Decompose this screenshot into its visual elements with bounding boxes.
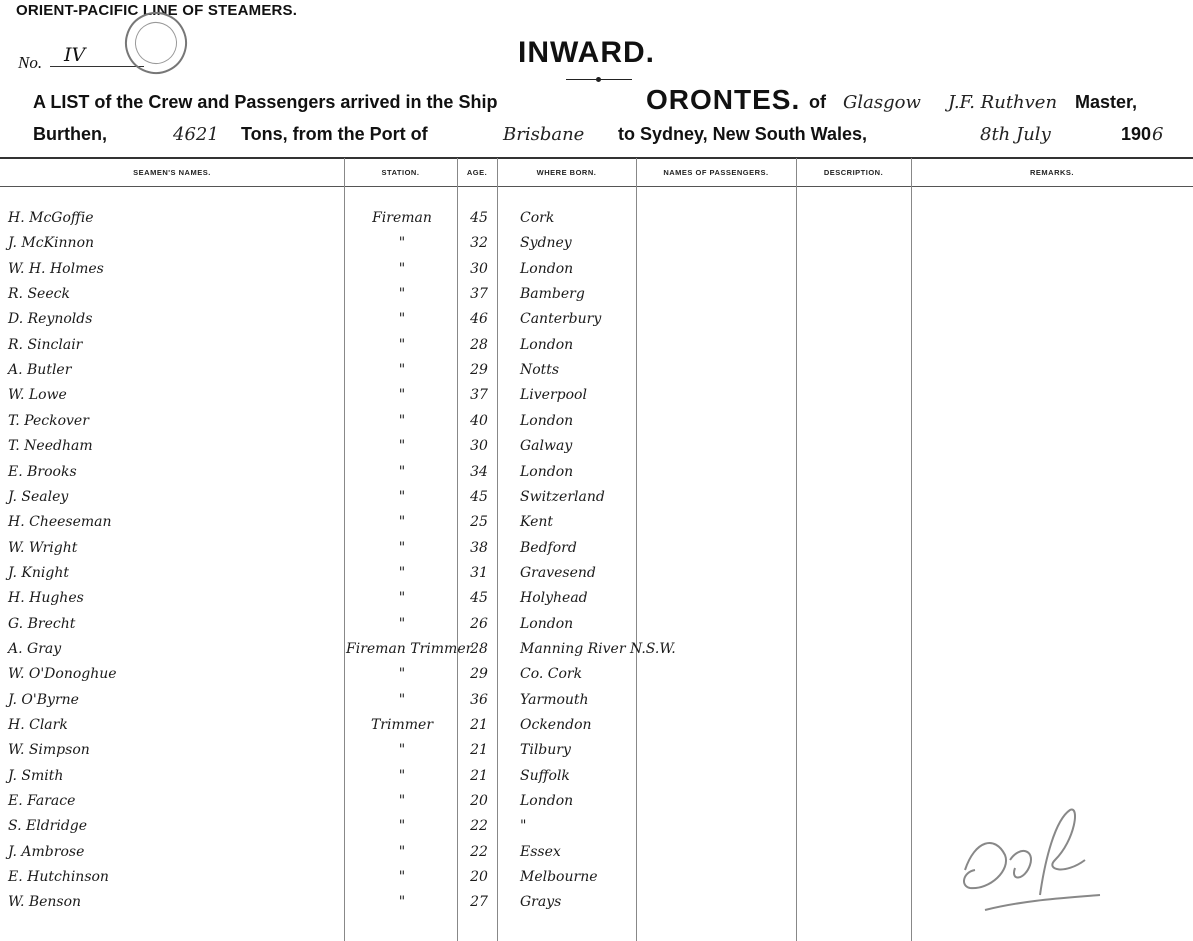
age-cell: 45 (470, 210, 488, 226)
birthplace-cell: London (520, 615, 574, 632)
station-cell: " (398, 235, 406, 252)
birthplace-cell: London (520, 336, 574, 353)
birthplace-cell: Holyhead (520, 590, 588, 607)
station-cell: " (398, 260, 406, 277)
station-cell: " (398, 793, 406, 810)
burthen-value: 4621 (173, 124, 219, 145)
column-header-passengers: NAMES OF PASSENGERS. (663, 168, 769, 177)
seaman-name: J. McKinnon (8, 235, 95, 252)
station-cell: " (398, 311, 406, 328)
station-cell: " (398, 564, 406, 581)
birthplace-cell: Melbourne (520, 869, 598, 886)
birthplace-cell: London (520, 793, 574, 810)
station-cell: " (398, 590, 406, 607)
table-row (0, 514, 1193, 539)
station-cell: Fireman Trimmer (346, 640, 473, 657)
port-of-registry: Glasgow (843, 92, 921, 113)
table-top-rule (0, 157, 1193, 159)
station-cell: " (398, 488, 406, 505)
station-cell: " (398, 539, 406, 556)
station-cell: " (398, 615, 406, 632)
age-cell: 22 (470, 818, 488, 835)
age-cell: 29 (470, 362, 488, 379)
seaman-name: E. Brooks (8, 463, 77, 480)
birthplace-cell: Galway (520, 438, 573, 455)
seaman-name: W. Lowe (8, 387, 67, 404)
year-suffix: 6 (1152, 124, 1164, 145)
seaman-name: W. Benson (8, 894, 82, 911)
header-line-voyage (33, 124, 1193, 152)
birthplace-cell: Essex (520, 843, 561, 860)
header-line-ship (33, 84, 1193, 120)
burthen-label: Burthen, (33, 124, 107, 144)
seaman-name: E. Farace (8, 793, 76, 810)
table-row (0, 565, 1193, 590)
table-header-rule (0, 186, 1193, 187)
birthplace-cell: Manning River N.S.W. (520, 640, 676, 657)
station-cell: " (398, 691, 406, 708)
age-cell: 36 (470, 691, 488, 708)
station-cell: " (398, 463, 406, 480)
signature-initials-icon (945, 800, 1105, 920)
column-header-description: DESCRIPTION. (823, 168, 884, 177)
seaman-name: H. Hughes (8, 590, 84, 607)
table-row (0, 413, 1193, 438)
seaman-name: J. Smith (8, 767, 64, 784)
age-cell: 30 (470, 260, 488, 277)
seaman-name: H. McGoffie (8, 210, 94, 226)
birthplace-cell: Gravesend (520, 564, 596, 581)
age-cell: 32 (470, 235, 488, 252)
seaman-name: W. Wright (8, 539, 78, 556)
age-cell: 21 (470, 717, 488, 733)
seaman-name: J. Sealey (8, 488, 69, 505)
master-label: Master, (1075, 92, 1138, 112)
birthplace-cell: Sydney (520, 235, 572, 252)
table-row (0, 768, 1193, 793)
seaman-name: G. Brecht (8, 615, 76, 632)
age-cell: 28 (470, 336, 488, 353)
table-row (0, 666, 1193, 691)
table-row (0, 235, 1193, 260)
station-cell: " (398, 412, 406, 429)
column-header-station: STATION. (381, 168, 420, 177)
age-cell: 22 (470, 843, 488, 860)
destination-text: to Sydney, New South Wales, (618, 124, 868, 144)
seaman-name: R. Sinclair (8, 336, 83, 353)
age-cell: 28 (470, 640, 488, 657)
birthplace-cell: Ockendon (520, 717, 592, 733)
column-header-remarks: REMARKS. (1029, 168, 1074, 177)
birthplace-cell: " (520, 818, 527, 835)
age-cell: 21 (470, 767, 488, 784)
tons-text: Tons, from the Port of (241, 124, 428, 144)
stamp-inner-ring (128, 15, 184, 71)
master-name: J.F. Ruthven (948, 92, 1058, 113)
seaman-name: A. Butler (8, 362, 72, 379)
station-cell: " (398, 362, 406, 379)
age-cell: 37 (470, 286, 488, 303)
birthplace-cell: London (520, 260, 574, 277)
age-cell: 29 (470, 666, 488, 683)
table-row (0, 337, 1193, 362)
seaman-name: H. Cheeseman (8, 514, 112, 531)
table-row (0, 540, 1193, 565)
table-row (0, 438, 1193, 463)
station-cell: " (398, 286, 406, 303)
birthplace-cell: Kent (520, 514, 554, 531)
seaman-name: J. Ambrose (8, 843, 85, 860)
seaman-name: H. Clark (8, 717, 68, 733)
station-cell: " (398, 666, 406, 683)
birthplace-cell: London (520, 463, 574, 480)
birthplace-cell: Switzerland (520, 488, 605, 505)
seaman-name: T. Needham (8, 438, 93, 455)
of-label: of (809, 92, 826, 112)
list-number-label: No. (18, 53, 43, 72)
birthplace-cell: Suffolk (520, 767, 570, 784)
list-number-value: IV (50, 44, 144, 67)
table-row (0, 210, 1193, 235)
year-prefix: 190 (1121, 124, 1152, 144)
table-row (0, 692, 1193, 717)
table-row (0, 286, 1193, 311)
table-row (0, 641, 1193, 666)
age-cell: 27 (470, 894, 488, 911)
table-row (0, 489, 1193, 514)
age-cell: 45 (470, 590, 488, 607)
station-cell: " (398, 387, 406, 404)
table-row (0, 261, 1193, 286)
station-cell: Trimmer (370, 717, 434, 733)
age-cell: 34 (470, 463, 488, 480)
age-cell: 45 (470, 488, 488, 505)
seaman-name: W. H. Holmes (8, 260, 104, 277)
birthplace-cell: Canterbury (520, 311, 602, 328)
seaman-name: D. Reynolds (8, 311, 93, 328)
company-name: ORIENT-PACIFIC LINE OF STEAMERS. (16, 2, 298, 19)
birthplace-cell: Co. Cork (520, 666, 583, 683)
table-row (0, 590, 1193, 615)
age-cell: 25 (470, 514, 488, 531)
age-cell: 30 (470, 438, 488, 455)
age-cell: 20 (470, 869, 488, 886)
birthplace-cell: Yarmouth (520, 691, 589, 708)
table-row (0, 311, 1193, 336)
birthplace-cell: London (520, 412, 574, 429)
title-divider-dot (596, 77, 601, 82)
column-header-name: SEAMEN'S NAMES. (133, 168, 211, 177)
seaman-name: R. Seeck (8, 286, 70, 303)
birthplace-cell: Cork (520, 210, 555, 226)
table-row (0, 616, 1193, 641)
seaman-name: W. O'Donoghue (8, 666, 117, 683)
station-cell: " (398, 514, 406, 531)
page-title: INWARD. (518, 36, 655, 69)
ship-name: ORONTES. (646, 84, 801, 115)
age-cell: 38 (470, 539, 488, 556)
table-row (0, 742, 1193, 767)
seaman-name: E. Hutchinson (8, 869, 109, 886)
table-row (0, 362, 1193, 387)
age-cell: 20 (470, 793, 488, 810)
birthplace-cell: Bamberg (520, 286, 585, 303)
age-cell: 21 (470, 742, 488, 759)
list-intro-text: A LIST of the Crew and Passengers arrived in the Ship (33, 92, 498, 112)
age-cell: 26 (470, 615, 488, 632)
table-row (0, 464, 1193, 489)
station-cell: " (398, 869, 406, 886)
birthplace-cell: Bedford (520, 539, 577, 556)
birthplace-cell: Grays (520, 894, 562, 911)
birthplace-cell: Notts (520, 362, 560, 379)
seaman-name: J. Knight (8, 564, 69, 581)
age-cell: 46 (470, 311, 488, 328)
birthplace-cell: Liverpool (520, 387, 587, 404)
column-header-born: WHERE BORN. (536, 168, 597, 177)
seaman-name: A. Gray (8, 640, 62, 657)
station-cell: " (398, 818, 406, 835)
arrival-date: 8th July (980, 124, 1051, 145)
table-row (0, 387, 1193, 412)
table-row (0, 717, 1193, 742)
station-cell: Fireman (372, 210, 432, 226)
age-cell: 37 (470, 387, 488, 404)
seaman-name: S. Eldridge (8, 818, 88, 835)
station-cell: " (398, 742, 406, 759)
birthplace-cell: Tilbury (520, 742, 571, 759)
seaman-name: J. O'Byrne (8, 691, 79, 708)
station-cell: " (398, 894, 406, 911)
age-cell: 40 (470, 412, 488, 429)
departure-port: Brisbane (503, 124, 585, 145)
seaman-name: T. Peckover (8, 412, 89, 429)
station-cell: " (398, 336, 406, 353)
station-cell: " (398, 767, 406, 784)
column-header-age: AGE. (466, 168, 488, 177)
age-cell: 31 (470, 564, 488, 581)
station-cell: " (398, 843, 406, 860)
seaman-name: W. Simpson (8, 742, 90, 759)
station-cell: " (398, 438, 406, 455)
